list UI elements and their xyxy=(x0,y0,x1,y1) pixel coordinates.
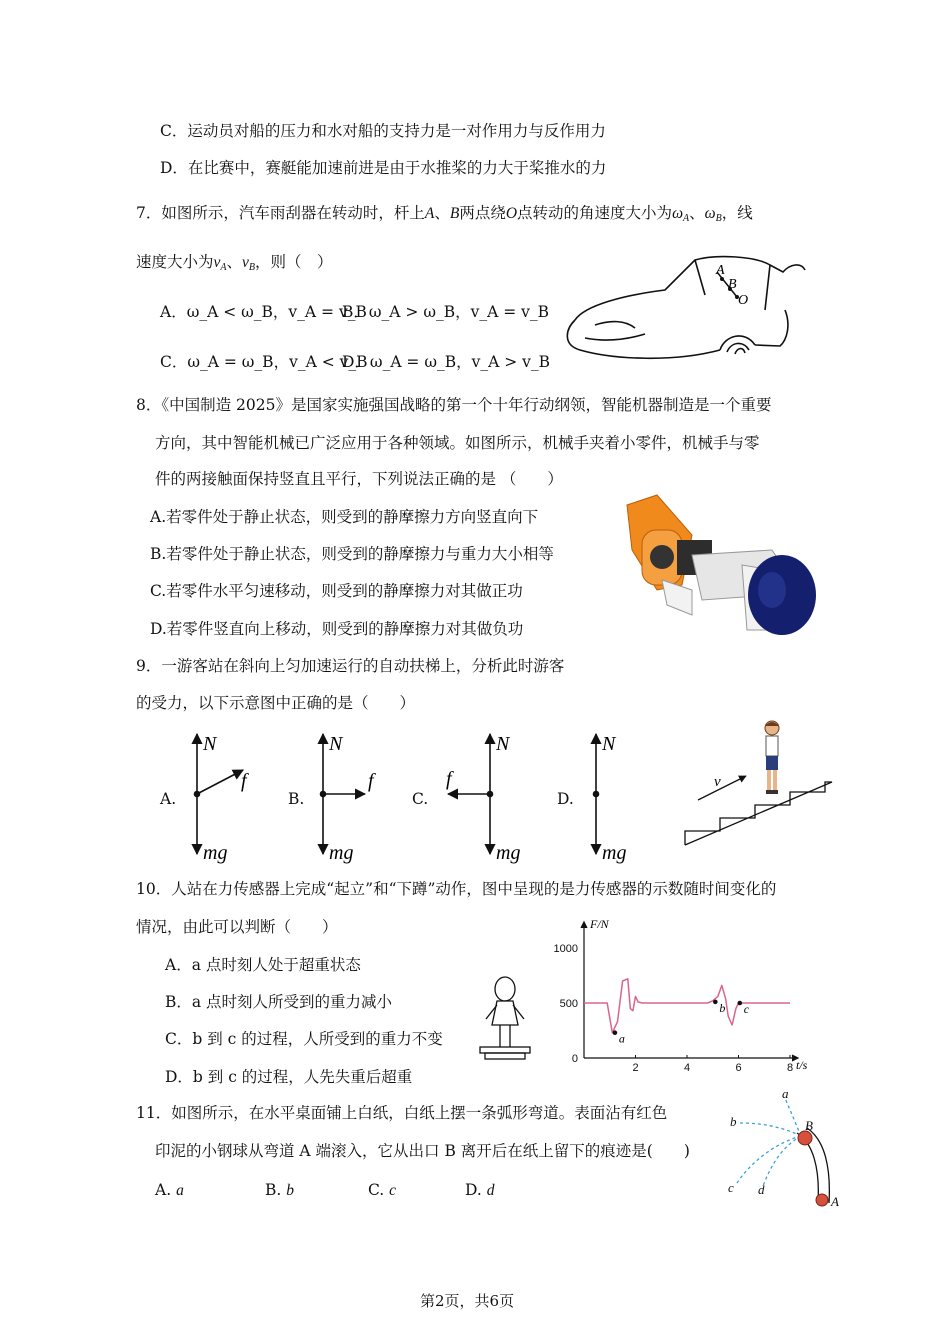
page-footer: 第2页，共6页 xyxy=(420,1292,515,1310)
q10-option-d: D．b 到 c 的过程，人先失重后超重 xyxy=(165,1068,413,1086)
chart-x-tick-label: 6 xyxy=(735,1062,742,1074)
q7-option-b: B．ω_A > ω_B，v_A = v_B xyxy=(342,303,550,321)
svg-text:mg: mg xyxy=(329,842,354,864)
q10-option-c: C．b 到 c 的过程，人所受到的重力不变 xyxy=(165,1030,443,1048)
q11-stem-line1: 11．如图所示，在水平桌面铺上白纸，白纸上摆一条弧形弯道。表面沾有红色 xyxy=(136,1104,668,1122)
svg-text:mg: mg xyxy=(602,842,627,864)
chart-x-tick-label: 8 xyxy=(786,1062,794,1074)
diagram-d xyxy=(594,733,627,864)
chart-y-arrow xyxy=(581,922,587,928)
car-wiper-figure xyxy=(555,250,815,370)
robot-gripper-figure xyxy=(622,495,822,645)
q9-option-d-label: D. xyxy=(557,790,574,808)
svg-text:mg: mg xyxy=(203,842,228,864)
chart-series-line xyxy=(584,979,790,1033)
diagram-a xyxy=(195,733,250,864)
force-time-chart xyxy=(548,917,808,1074)
q11-option-c: C. c xyxy=(368,1181,397,1199)
diagram-b xyxy=(321,733,377,864)
chart-point-a xyxy=(613,1030,618,1035)
tourist-figure xyxy=(765,721,779,794)
chart-point-label-b: b xyxy=(719,1000,726,1015)
q9-stem-line2: 的受力，以下示意图中正确的是（ ） xyxy=(136,694,416,712)
chart-x-tick-label: 2 xyxy=(632,1062,639,1074)
track-label-c: c xyxy=(728,1180,734,1195)
q9-option-a-label: A. xyxy=(160,790,177,808)
chart-x-tick-label: 4 xyxy=(683,1062,691,1074)
q10-option-b: B．a 点时刻人所受到的重力减小 xyxy=(165,993,393,1011)
track-label-A: A xyxy=(831,1194,839,1209)
q10-stem-line2: 情况，由此可以判断（ ） xyxy=(136,918,338,936)
q6-option-d: D．在比赛中，赛艇能加速前进是由于水推桨的力大于桨推水的力 xyxy=(160,159,607,177)
q7-option-a: A．ω_A < ω_B，v_A = v_B xyxy=(160,303,367,321)
q7-option-d: D．ω_A = ω_B，v_A > v_B xyxy=(342,353,551,371)
chart-y-tick-label: 500 xyxy=(559,998,578,1010)
label-B: B xyxy=(728,277,737,292)
chart-y-label: F/N xyxy=(590,917,609,931)
q10-option-a: A．a 点时刻人处于超重状态 xyxy=(165,956,361,974)
chart-y-tick-label: 1000 xyxy=(553,943,578,955)
chart-y-tick-label: 0 xyxy=(571,1053,578,1065)
q11-option-a: A. a xyxy=(155,1181,184,1199)
curved-track-figure xyxy=(725,1088,845,1213)
label-O: O xyxy=(738,293,749,308)
q11-option-b: B. b xyxy=(265,1181,295,1199)
q8-option-d: D.若零件竖直向上移动，则受到的静摩擦力对其做负功 xyxy=(150,620,524,638)
q8-option-c: C.若零件水平匀速移动，则受到的静摩擦力对其做正功 xyxy=(150,582,523,600)
force-diagrams xyxy=(170,728,650,863)
q8-stem-line2: 方向，其中智能机械已广泛应用于各种领域。如图所示，机械手夹着小零件，机械手与零 xyxy=(155,434,760,452)
q8-option-b: B.若零件处于静止状态，则受到的静摩擦力与重力大小相等 xyxy=(150,545,554,563)
svg-text:f: f xyxy=(241,770,247,792)
q11-stem-line2: 印泥的小钢球从弯道 A 端滚入，它从出口 B 离开后在纸上留下的痕迹是( ) xyxy=(155,1142,690,1160)
chart-point-label-c: c xyxy=(743,1002,750,1016)
chart-point-c xyxy=(737,1001,742,1006)
svg-text:f: f xyxy=(446,768,452,790)
q9-stem-line1: 9．一游客站在斜向上匀加速运行的自动扶梯上，分析此时游客 xyxy=(136,657,565,675)
track-label-B: B xyxy=(805,1118,813,1133)
track-label-d: d xyxy=(758,1182,765,1197)
person-on-sensor-figure xyxy=(470,975,540,1065)
q7-stem-line1: 7．如图所示，汽车雨刮器在转动时，杆上A、B两点绕O点转动的角速度大小为$\omega_A$、$\omega_B$，线 xyxy=(136,204,753,224)
q8-stem-line3: 件的两接触面保持竖直且平行，下列说法正确的是 （ ） xyxy=(155,470,563,488)
chart-point-b xyxy=(713,1000,718,1005)
q11-option-d: D. d xyxy=(465,1181,495,1199)
q6-option-c: C．运动员对船的压力和水对船的支持力是一对作用力与反作用力 xyxy=(160,122,606,140)
q8-option-a: A.若零件处于静止状态，则受到的静摩擦力方向竖直向下 xyxy=(150,508,539,526)
diagram-c xyxy=(446,733,520,864)
chart-point-label-a: a xyxy=(618,1031,625,1046)
svg-text:N: N xyxy=(496,733,510,755)
velocity-label: v xyxy=(714,774,721,790)
escalator-figure xyxy=(680,718,840,848)
svg-text:f: f xyxy=(368,770,374,792)
svg-text:N: N xyxy=(203,733,217,755)
track-label-a: a xyxy=(782,1086,789,1101)
svg-text:N: N xyxy=(602,733,616,755)
q7-stem-line2: 速度大小为$v_A$、$v_B$，则（ ） xyxy=(136,253,333,273)
svg-text:mg: mg xyxy=(496,842,521,864)
q9-option-b-label: B. xyxy=(288,790,305,808)
chart-x-label: t/s xyxy=(796,1058,808,1072)
q7-option-c: C．ω_A = ω_B，v_A < v_B xyxy=(160,353,368,371)
label-A: A xyxy=(716,263,725,278)
svg-text:N: N xyxy=(329,733,343,755)
q10-stem-line1: 10．人站在力传感器上完成“起立”和“下蹲”动作，图中呈现的是力传感器的示数随时间变化的 xyxy=(136,880,777,898)
track-label-b: b xyxy=(730,1114,737,1129)
q8-stem-line1: 8．《中国制造 2025》是国家实施强国战略的第一个十年行动纲领，智能机器制造是一个重要 xyxy=(136,396,772,414)
q9-option-c-label: C. xyxy=(412,790,429,808)
